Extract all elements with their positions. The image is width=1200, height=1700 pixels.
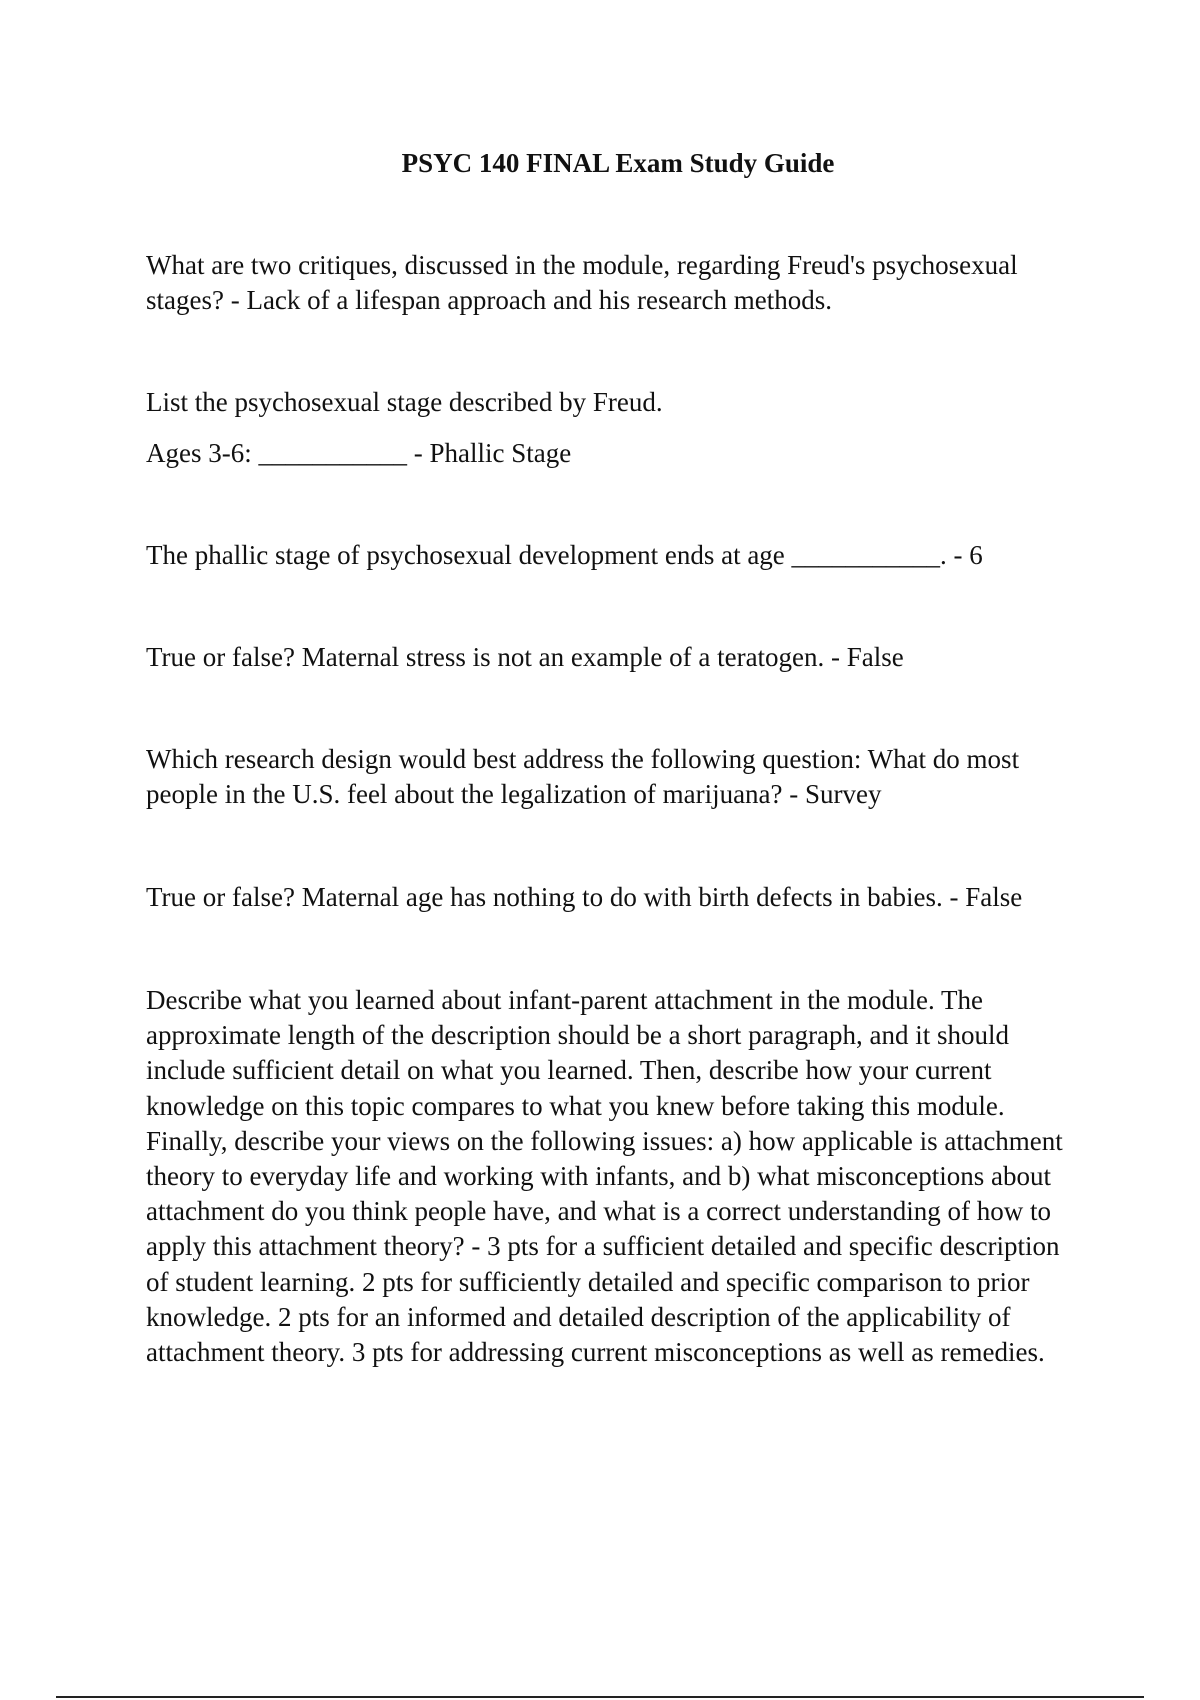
question-attachment-essay	[146, 983, 1076, 1370]
question-psychosexual-stage	[146, 385, 1076, 420]
question-text: Which research design would best address the following question: What do most people in the U.S. feel about the legalization of marijuana? - Survey	[146, 744, 1020, 809]
question-freud-critiques	[146, 248, 1076, 318]
question-maternal-stress	[146, 640, 1076, 675]
question-text: What are two critiques, discussed in the module, regarding Freud's psychosexual stages? - Lack of a lifespan approach and his research methods.	[146, 250, 1018, 315]
question-text: List the psychosexual stage described by Freud.	[146, 387, 663, 417]
question-text: True or false? Maternal stress is not an example of a teratogen. - False	[146, 642, 904, 672]
page-divider	[56, 1696, 1144, 1698]
question-text: True or false? Maternal age has nothing to do with birth defects in babies. - False	[146, 882, 1023, 912]
question-text: The phallic stage of psychosexual development ends at age ___________. - 6	[146, 540, 983, 570]
question-text: Ages 3-6: ___________ - Phallic Stage	[146, 438, 572, 468]
document-title: PSYC 140 FINAL Exam Study Guide	[401, 148, 835, 178]
question-ages-3-6	[146, 436, 1076, 471]
question-research-design	[146, 742, 1076, 812]
question-maternal-age	[146, 880, 1076, 915]
question-text: Describe what you learned about infant-parent attachment in the module. The approximate length of the description should be a short paragraph, and it should include sufficient detail on what you learned. Then, describe how your current knowledge on this topic compares to what you knew before taking this module. Finally, describe your views on the following issues: a) how applicable is attachment theory to everyday life and working with infants, and b) what misconceptions about attachment do you think people have, and what is a correct understanding of how to apply this attachment theory? - 3 pts for a sufficient detailed and specific description of student learning. 2 pts for sufficiently detailed and specific comparison to prior knowledge. 2 pts for an informed and detailed description of the applicability of attachment theory. 3 pts for addressing current misconceptions as well as remedies.	[146, 985, 1063, 1368]
question-phallic-stage-end	[146, 538, 1076, 573]
